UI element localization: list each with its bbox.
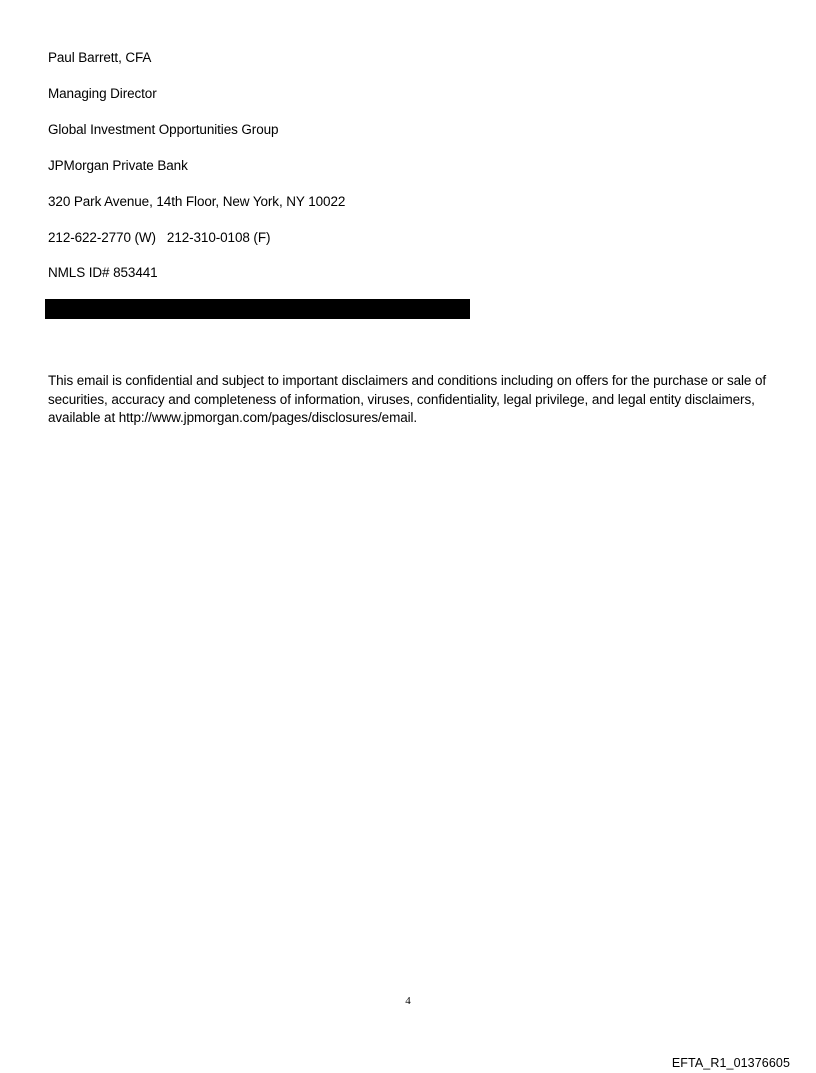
signature-company: JPMorgan Private Bank: [48, 158, 188, 173]
page-number: 4: [405, 995, 411, 1007]
redaction-bar: [45, 299, 470, 319]
document-id: EFTA_R1_01376605: [671, 1056, 790, 1070]
disclaimer-block: [48, 372, 788, 428]
signature-title: Managing Director: [48, 86, 157, 101]
signature-group: Global Investment Opportunities Group: [48, 122, 279, 137]
signature-name: Paul Barrett, CFA: [48, 50, 152, 65]
signature-phone: 212-622-2770 (W) 212-310-0108 (F): [48, 230, 271, 245]
disclaimer-text: This email is confidential and subject to important disclaimers and conditions including on offers for the purchase or sale of securities, accuracy and completeness of information, viruses, confidentiality, legal privilege, and legal entity disclaimers, available at http://www.jpmorgan.com/pages/disclosures/email.: [48, 373, 767, 425]
signature-address: 320 Park Avenue, 14th Floor, New York, NY 10022: [48, 194, 346, 209]
signature-nmls: NMLS ID# 853441: [48, 265, 158, 280]
